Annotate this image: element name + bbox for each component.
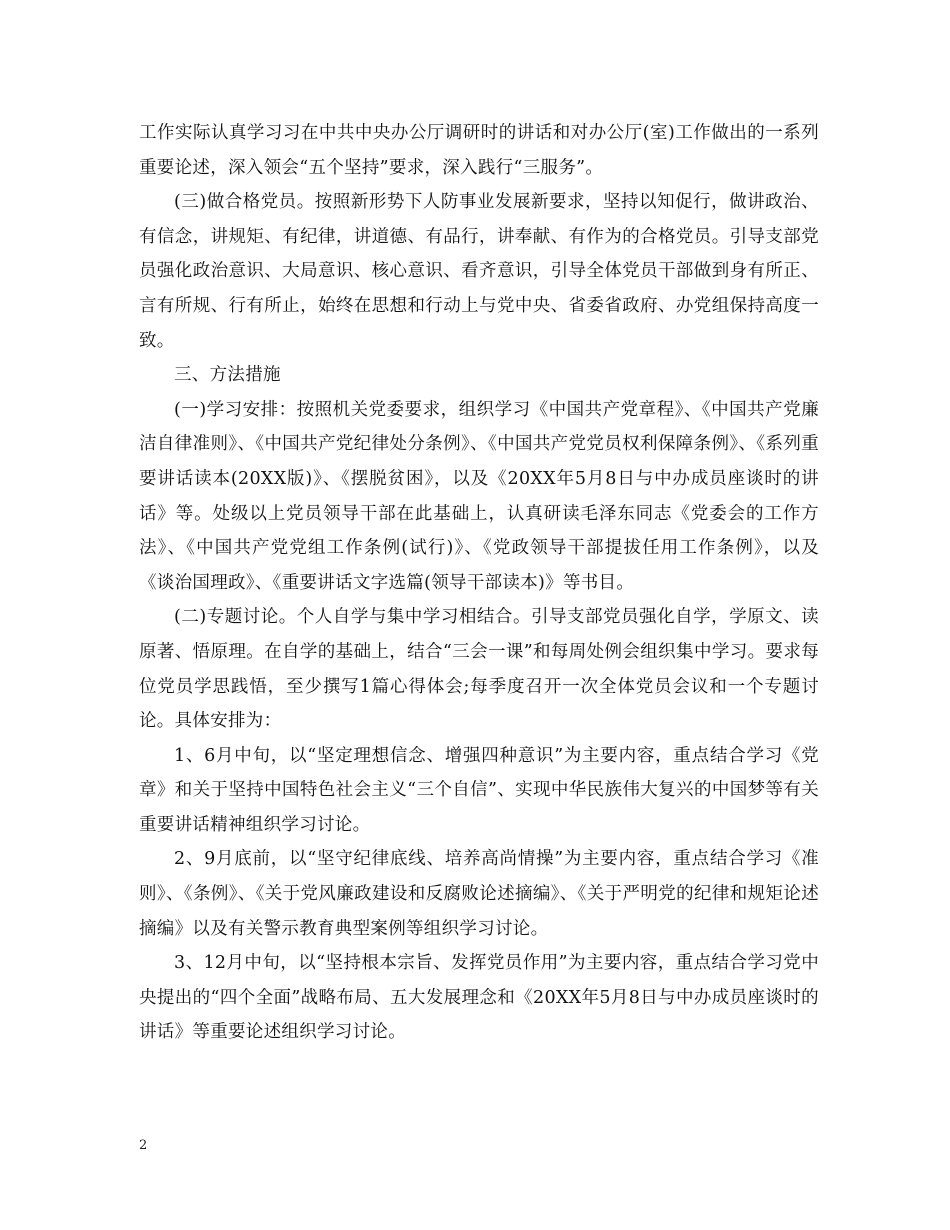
list-item-september: 2、9月底前，以“坚守纪律底线、培养高尚情操”为主要内容，重点结合学习《准则》、《条例》、《关于党风廉政建设和反腐败论述摘编》、《关于严明党的纪律和规矩论述摘编》以及有关警示教育典型案例等组织学习讨论。: [139, 849, 819, 939]
paragraph-study-arrangement: (一)学习安排：按照机关党委要求，组织学习《中国共产党章程》、《中国共产党廉洁自律准则》、《中国共产党纪律处分条例》、《中国共产党党员权利保障条例》、《系列重要讲话读本(20XX版)》、《摆脱贫困》，以及《20XX年5月8日与中办成员座谈时的讲话》等。处级以上党员领导干部在此基础上，认真研读毛泽东同志《党委会的工作方法》、《中国共产党党组工作条例(试行)》、《党政领导干部提拔任用工作条例》，以及《谈治国理政》、《重要讲话文字选篇(领导干部读本)》等书目。: [139, 399, 819, 593]
section-heading-methods: 三、方法措施: [174, 365, 281, 386]
paragraph-topic-discussion: (二)专题讨论。个人自学与集中学习相结合。引导支部党员强化自学，学原文、读原著、悟原理。在自学的基础上，结合“三会一课”和每周处例会组织集中学习。要求每位党员学思践悟，至少撰写1篇心得体会;每季度召开一次全体党员会议和一个专题讨论。具体安排为：: [139, 607, 819, 732]
document-body: [139, 116, 819, 1050]
page-number: 2: [139, 1138, 148, 1153]
list-item-december: 3、12月中旬，以“坚持根本宗旨、发挥党员作用”为主要内容，重点结合学习党中央提出的“四个全面”战略布局、五大发展理念和《20XX年5月8日与中办成员座谈时的讲话》等重要论述组织学习讨论。: [139, 953, 819, 1043]
paragraph-qualified-member: (三)做合格党员。按照新形势下人防事业发展新要求，坚持以知促行，做讲政治、有信念，讲规矩、有纪律，讲道德、有品行，讲奉献、有作为的合格党员。引导支部党员强化政治意识、大局意识、核心意识、看齐意识，引导全体党员干部做到身有所正、言有所规、行有所止，始终在思想和行动上与党中央、省委省政府、办党组保持高度一致。: [139, 192, 819, 351]
paragraph-continuation: 工作实际认真学习习在中共中央办公厅调研时的讲话和对办公厅(室)工作做出的一系列重要论述，深入领会“五个坚持”要求，深入践行“三服务”。: [139, 123, 819, 178]
list-item-june: 1、6月中旬，以“坚定理想信念、增强四种意识”为主要内容，重点结合学习《党章》和关于坚持中国特色社会主义“三个自信”、实现中华民族伟大复兴的中国梦等有关重要讲话精神组织学习讨论。: [139, 745, 819, 835]
